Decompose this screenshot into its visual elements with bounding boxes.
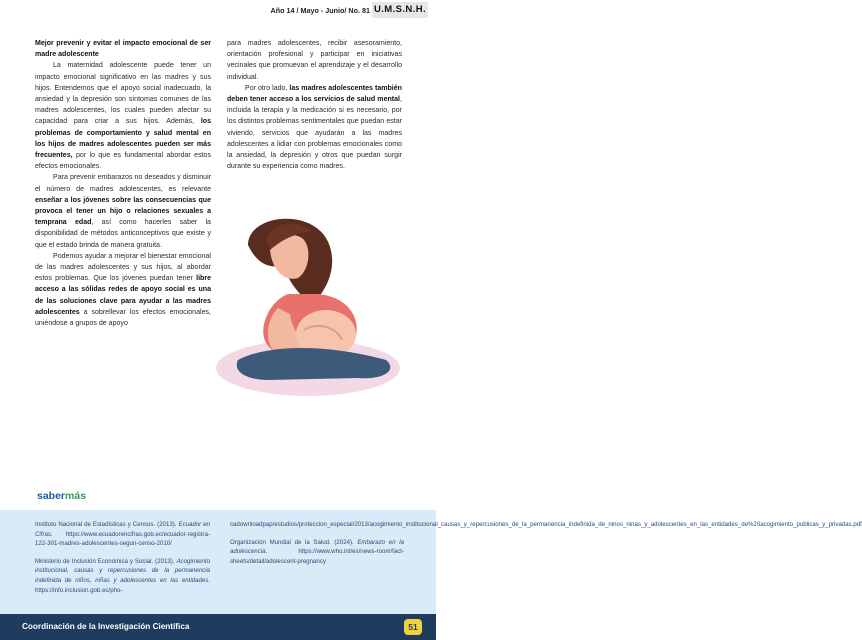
paragraph: para madres adolescentes, recibir asesoramiento, orientación profesional y participar en iniciativas vecinales que promuevan el aprendizaje y el desarrollo individual. xyxy=(227,40,402,81)
references-section xyxy=(0,510,862,614)
paragraph: Para prevenir embarazos no deseados y disminuir el número de madres adolescentes, es relevante enseñar a los jóvenes sobre las consecuencias que provoca el tener un hijo o relaciones sexuales a temprana edad, así como hacerles saber la disponibilidad de métodos anticonceptivos que existe y que el estado brinda de manera gratuita. xyxy=(35,174,211,249)
pregnant-woman-illustration xyxy=(208,210,408,400)
logo-text: sabermás xyxy=(37,490,87,502)
right-text-column xyxy=(227,38,402,172)
saber-mas-logo xyxy=(37,486,103,506)
paragraph: Podemos ayudar a mejorar el bienestar emocional de las madres adolescentes y sus hijos, al abordar estos problemas. Que los jóvenes puedan tener libre acceso a las sólidas redes de apoyo social es una de las soluciones clave para ayudar a las madres adolescentes a sobrellevar los efectos emocionales, uniéndose a grupos de apoyo xyxy=(35,252,211,328)
page-footer xyxy=(0,614,436,640)
footer-label: Coordinación de la Investigación Científica xyxy=(22,622,190,631)
references-right xyxy=(230,520,862,574)
university-label: U.M.S.N.H. xyxy=(372,2,428,18)
issue-info: Año 14 / Mayo - Junio/ No. 81 xyxy=(270,6,370,15)
left-text-column xyxy=(35,38,211,329)
paragraph: La maternidad adolescente puede tener un impacto emocional significativo en las madres y sus hijos. Entendemos que el apoyo social inadecuado, la ansiedad y la depresión son síntomas comunes de las madres adolescentes, los cuales pueden afectar su capacidad para criar a sus hijos. Además, los problemas de comportamiento y salud mental en los hijos de madres adolescentes pueden ser más frecuentes, por lo que es fundamental abordar estos efectos emocionales. xyxy=(35,62,211,171)
references-left xyxy=(35,520,210,603)
reference-item: Ministerio de Inclusión Económica y Social. (2013). Acogimiento institucional, causas y repercusiones de la permanencia indefinida de niños, niñas y adolescentes en las entidades. https://info.inclusion.gob.ec/pho- xyxy=(35,557,210,594)
reference-item: Organización Mundial de la Salud. (2024). Embarazo en la adolescencia. https://www.who.int/es/news-room/fact-sheets/detail/adolescent-pregnancy xyxy=(230,538,404,565)
page-number: 51 xyxy=(404,619,422,635)
page-header xyxy=(0,0,436,20)
section-heading: Mejor prevenir y evitar el impacto emocional de ser madre adolescente xyxy=(35,40,211,59)
reference-item: cadownloadpap/estudios/proteccion_especial/2013/acogimiento_institucional_causas_y_repercusiones_de_la_permanencia_indefinida_de_ninos_ninas_y_adolescentes_en_las_entidades_de%20acogimiento_publicas_y_privadas.pdf xyxy=(230,521,862,528)
paragraph: Por otro lado, las madres adolescentes también deben tener acceso a los servicios de salud mental, incluida la terapia y la medicación si es necesario, por los distintos problemas sentimentales que puedan estar viviendo, servicios que ayudarán a las madres adolescentes a lidiar con problemas emocionales como la ansiedad, la depresión y otros que puedan surgir durante su experiencia como madres. xyxy=(227,84,402,171)
reference-item: Instituto Nacional de Estadísticas y Censos. (2013). Ecuador en Cifras. https://www.ecuadorencifras.gob.ec/ecuador-registra-122-301-madres-adolescentes-segun-censo-2010/ xyxy=(35,521,210,548)
